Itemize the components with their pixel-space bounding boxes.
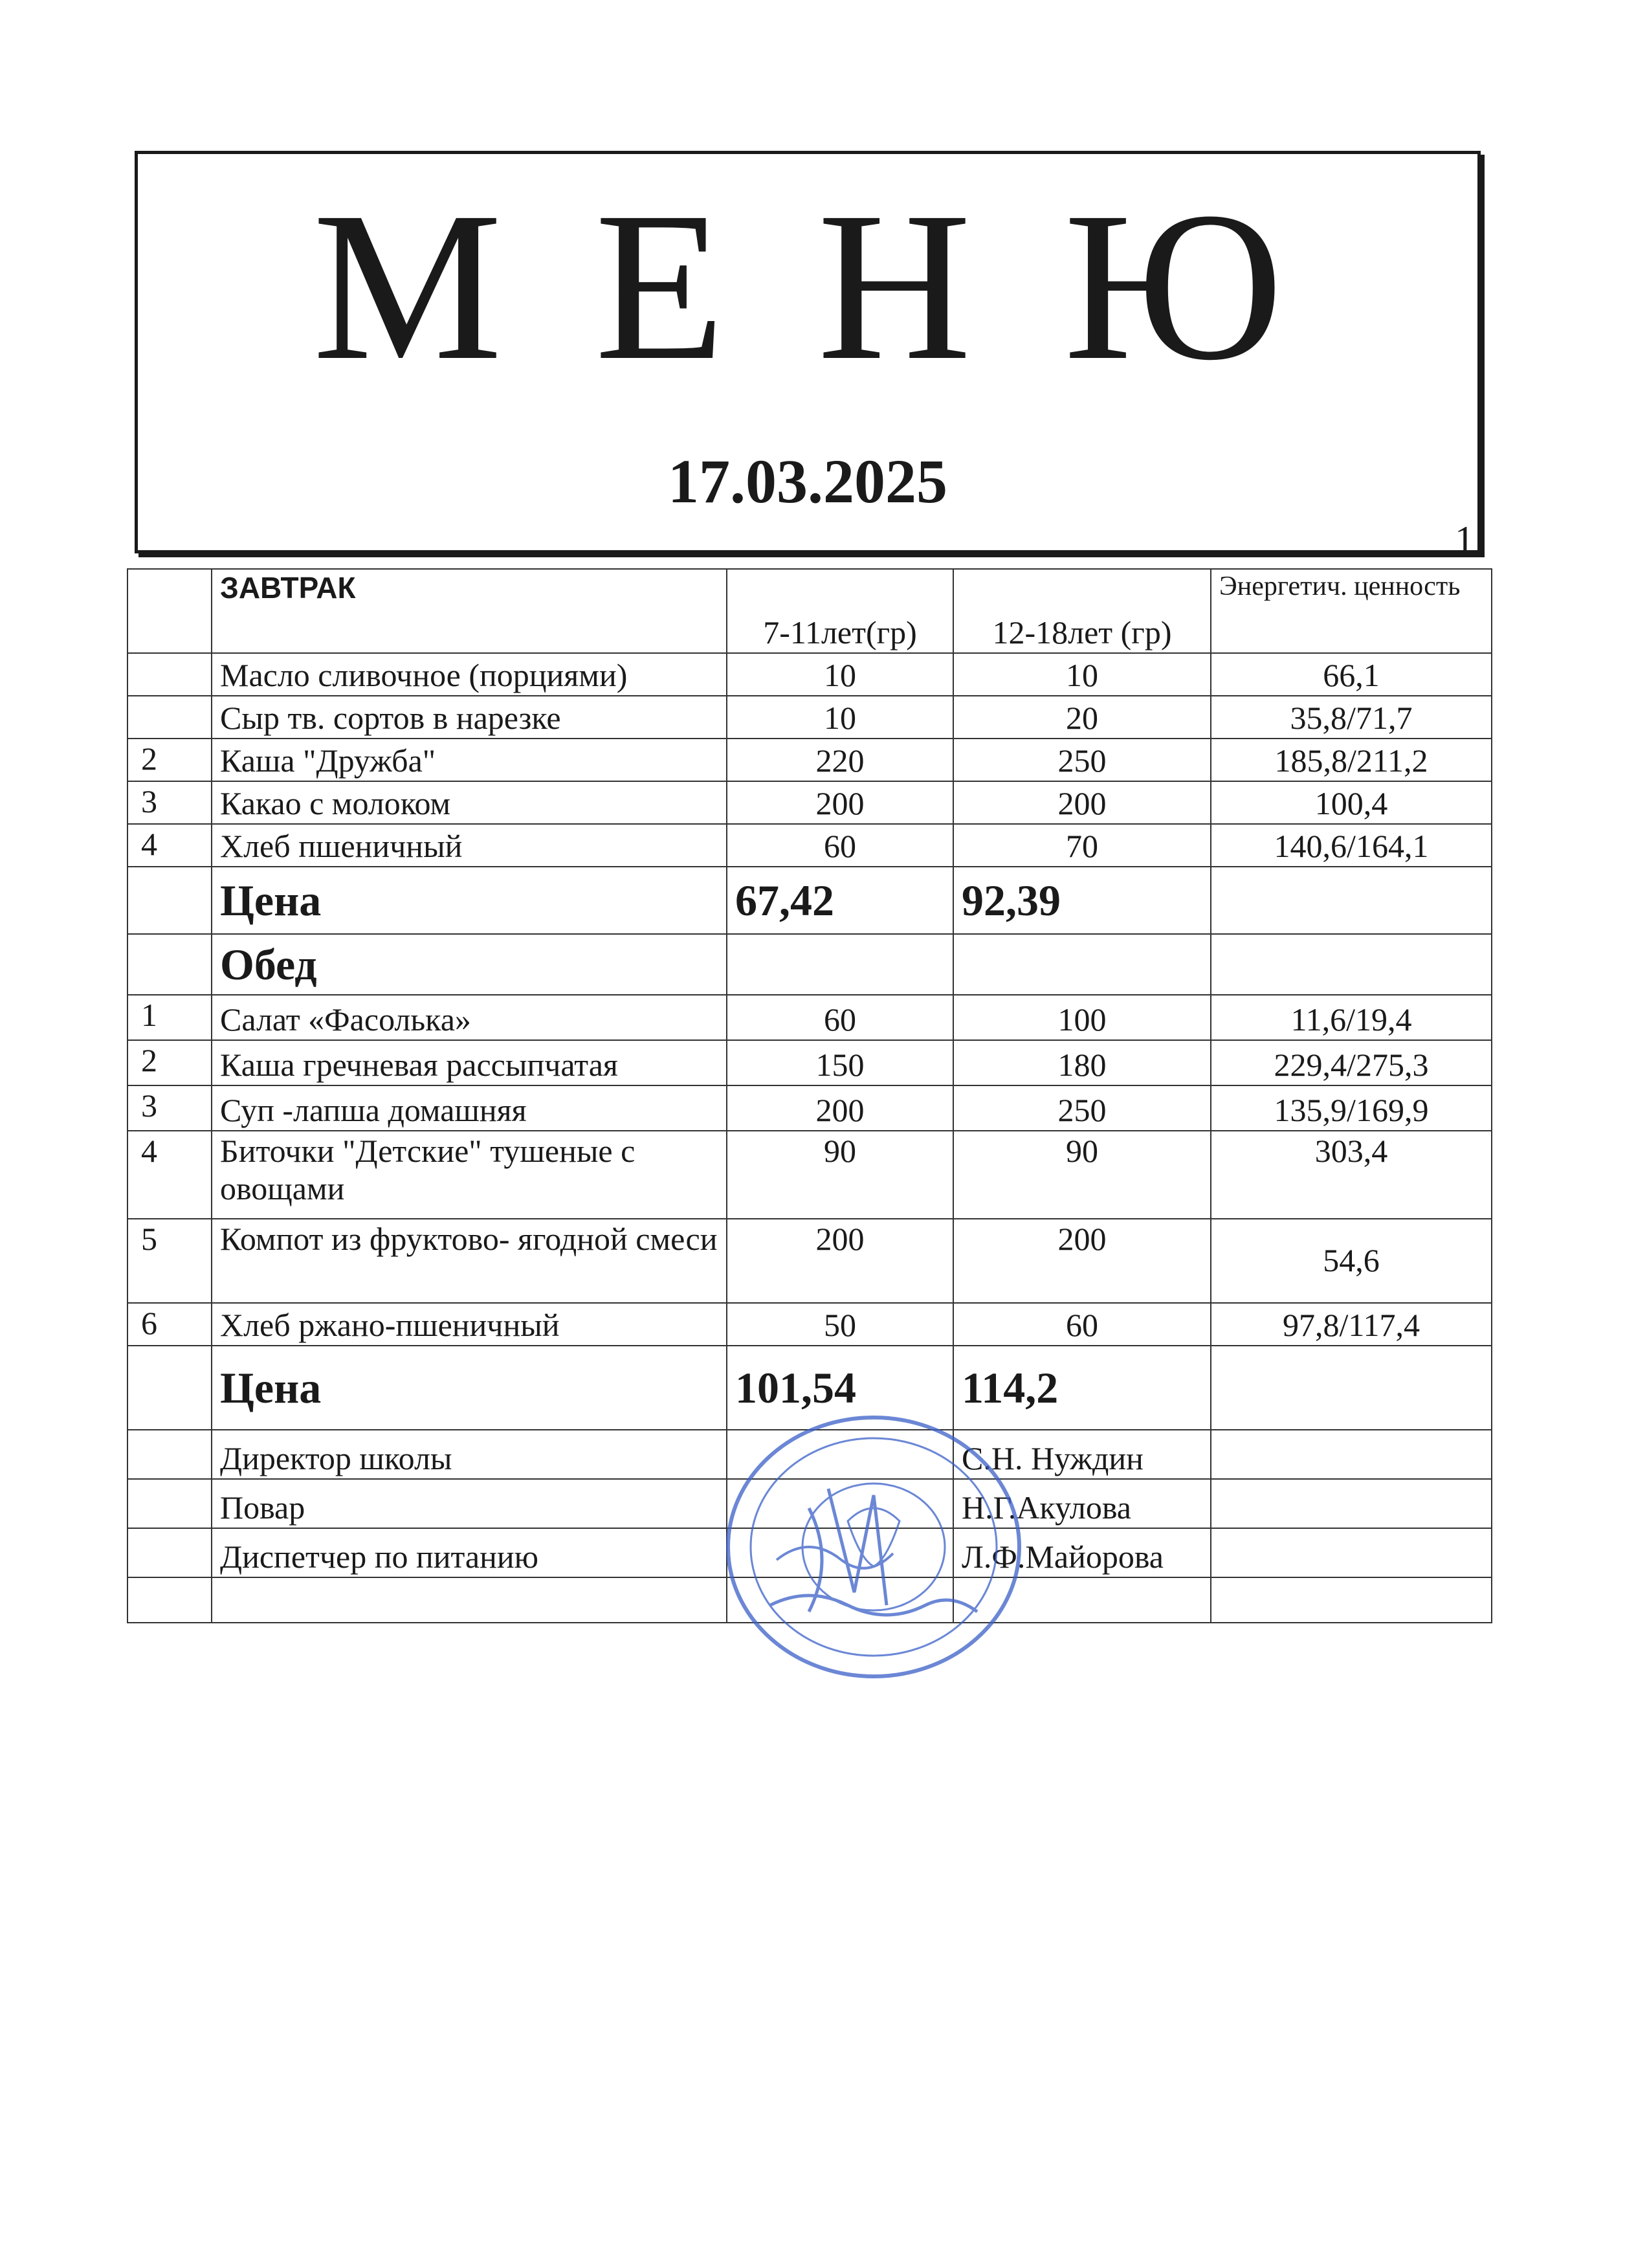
breakfast-price-row: [127, 867, 1492, 934]
dish-name: Какао с молоком: [212, 781, 727, 824]
table-row: 4 Биточки "Детские" тушеные с овощами 90 90 303,4: [127, 1131, 1492, 1219]
table-row: 1 Салат «Фасолька» 60 100 11,6/19,4: [127, 995, 1492, 1040]
table-row: 5 Компот из фруктово- ягодной смеси 200 200 54,6: [127, 1219, 1492, 1303]
price-label: Цена: [212, 867, 727, 934]
table-row: 3 Суп -лапша домашняя 200 250 135,9/169,9: [127, 1085, 1492, 1131]
signature-role: Диспетчер по питанию: [212, 1528, 727, 1577]
price-age-7-11: 67,42: [727, 867, 953, 934]
lunch-section-row: [127, 934, 1492, 995]
table-row: 3 Какао с молоком 200 200 100,4: [127, 781, 1492, 824]
column-age-12-18: 12-18лет (гр): [953, 569, 1211, 653]
price-age-12-18: 92,39: [953, 867, 1211, 934]
table-row: 6 Хлеб ржано-пшеничный 50 60 97,8/117,4: [127, 1303, 1492, 1346]
table-row: 2 Каша гречневая рассыпчатая 150 180 229,4/275,3: [127, 1040, 1492, 1085]
signature-name: С.Н. Нуждин: [953, 1430, 1211, 1479]
signature-name: Л.Ф.Майорова: [953, 1528, 1211, 1577]
table-row: Сыр тв. сортов в нарезке 10 20 35,8/71,7: [127, 696, 1492, 739]
table-row: Масло сливочное (порциями) 10 10 66,1: [127, 653, 1492, 696]
page-number: 1: [1455, 518, 1474, 561]
dish-name: Хлеб ржано-пшеничный: [212, 1303, 727, 1346]
title-box: [135, 151, 1481, 553]
dish-name: Биточки "Детские" тушеные с овощами: [212, 1131, 727, 1219]
signature-role: Повар: [212, 1479, 727, 1528]
signature-role: Директор школы: [212, 1430, 727, 1479]
table-header-row: [127, 569, 1492, 653]
column-energy: Энергетич. ценность: [1211, 569, 1492, 653]
official-stamp: [718, 1411, 1029, 1683]
price-age-7-11: 101,54: [727, 1346, 953, 1430]
dish-name: Каша гречневая рассыпчатая: [212, 1040, 727, 1085]
section-lunch-header: Обед: [212, 934, 727, 995]
dish-name: Хлеб пшеничный: [212, 824, 727, 867]
dish-name: Каша "Дружба": [212, 739, 727, 781]
price-age-12-18: 114,2: [953, 1346, 1211, 1430]
page-title: М Е Н Ю: [313, 168, 1303, 405]
dish-name: Салат «Фасолька»: [212, 995, 727, 1040]
dish-name: Суп -лапша домашняя: [212, 1085, 727, 1131]
dish-name: Компот из фруктово- ягодной смеси: [212, 1219, 727, 1303]
column-age-7-11: 7-11лет(гр): [727, 569, 953, 653]
table-row: 4 Хлеб пшеничный 60 70 140,6/164,1: [127, 824, 1492, 867]
section-breakfast-header: ЗАВТРАК: [212, 569, 727, 653]
dish-name: Сыр тв. сортов в нарезке: [212, 696, 727, 739]
price-label: Цена: [212, 1346, 727, 1430]
table-row: 2 Каша "Дружба" 220 250 185,8/211,2: [127, 739, 1492, 781]
menu-date: 17.03.2025: [668, 447, 947, 516]
dish-name: Масло сливочное (порциями): [212, 653, 727, 696]
signature-name: Н.Г.Акулова: [953, 1479, 1211, 1528]
